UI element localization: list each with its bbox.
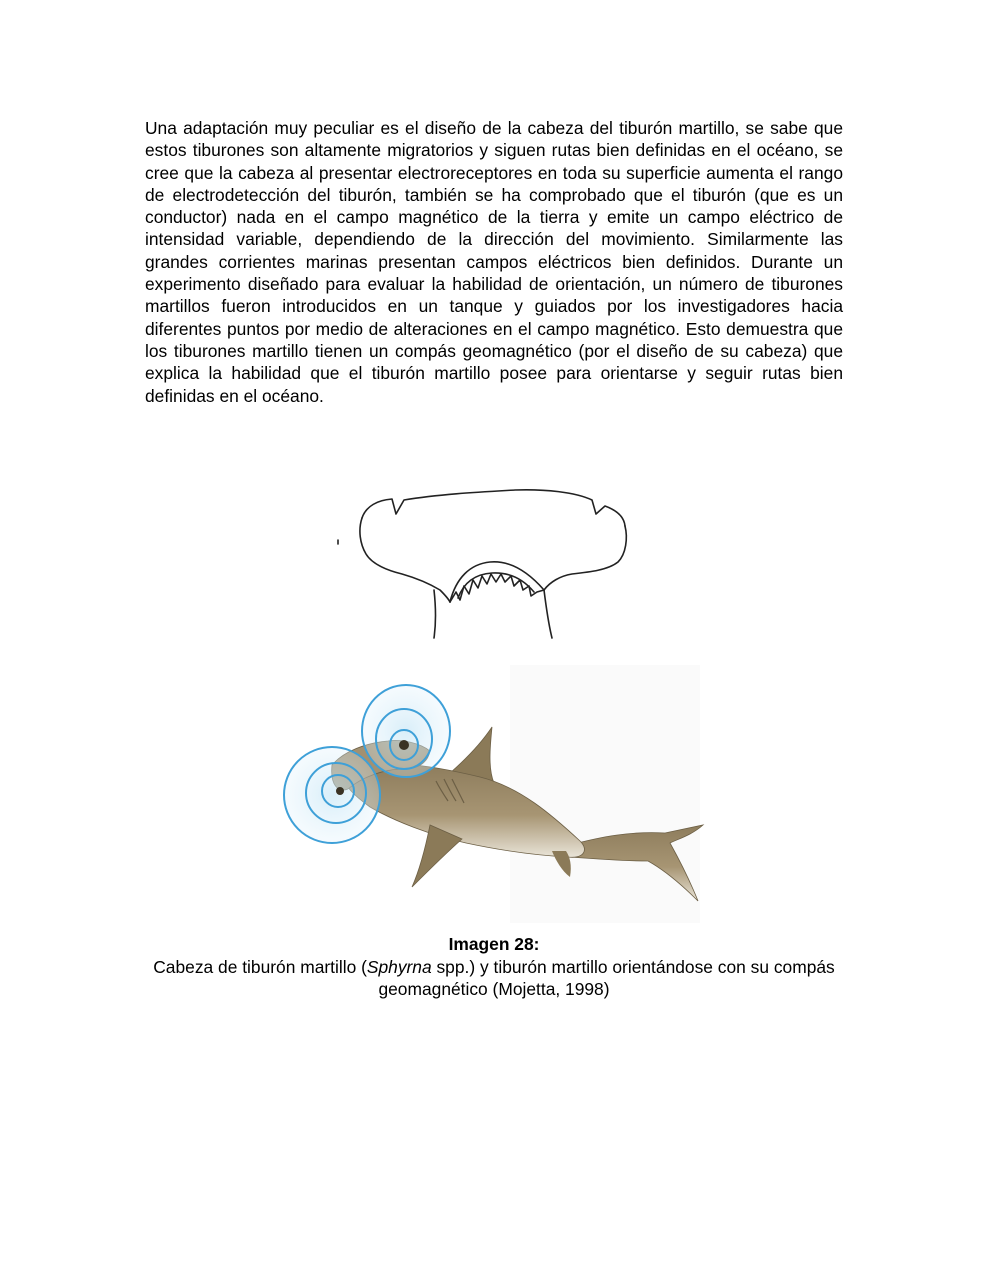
caption-title: Imagen 28: — [448, 934, 540, 954]
caption-text-before: Cabeza de tiburón martillo ( — [153, 956, 367, 977]
hammerhead-head-drawing-icon — [330, 478, 640, 646]
figure-caption — [140, 933, 848, 1001]
caption-species: Sphyrna — [366, 956, 432, 977]
caption-text — [140, 956, 848, 1001]
hammerhead-shark-illustration-icon — [270, 665, 720, 923]
body-paragraph: Una adaptación muy peculiar es el diseño de la cabeza del tiburón martillo, se sabe que estos tiburones son altamente migratorios y siguen rutas bien definidas en el océano, se cree que la cabeza al presentar electroreceptores en toda su superficie aumenta el rango de electrodetección del tiburón, también se ha comprobado que el tiburón (que es un conductor) nada en el campo magnético de la tierra y emite un campo eléctrico de intensidad variable, dependiendo de la dirección del movimiento. Similarmente las grandes corrientes marinas presentan campos eléctricos bien definidos. Durante un experimento diseñado para evaluar la habilidad de orientación, un número de tiburones martillos fueron introducidos en un tanque y guiados por los investigadores hacia diferentes puntos por medio de alteraciones en el campo magnético. Esto demuestra que los tiburones martillo tienen un compás geomagnético (por el diseño de su cabeza) que explica la habilidad que el tiburón martillo posee para orientarse y seguir rutas bien definidas en el océano. — [145, 118, 843, 406]
caption-text-after: spp.) y tiburón martillo orientándose con su compás geomagnético (Mojetta, 1998) — [378, 956, 835, 999]
